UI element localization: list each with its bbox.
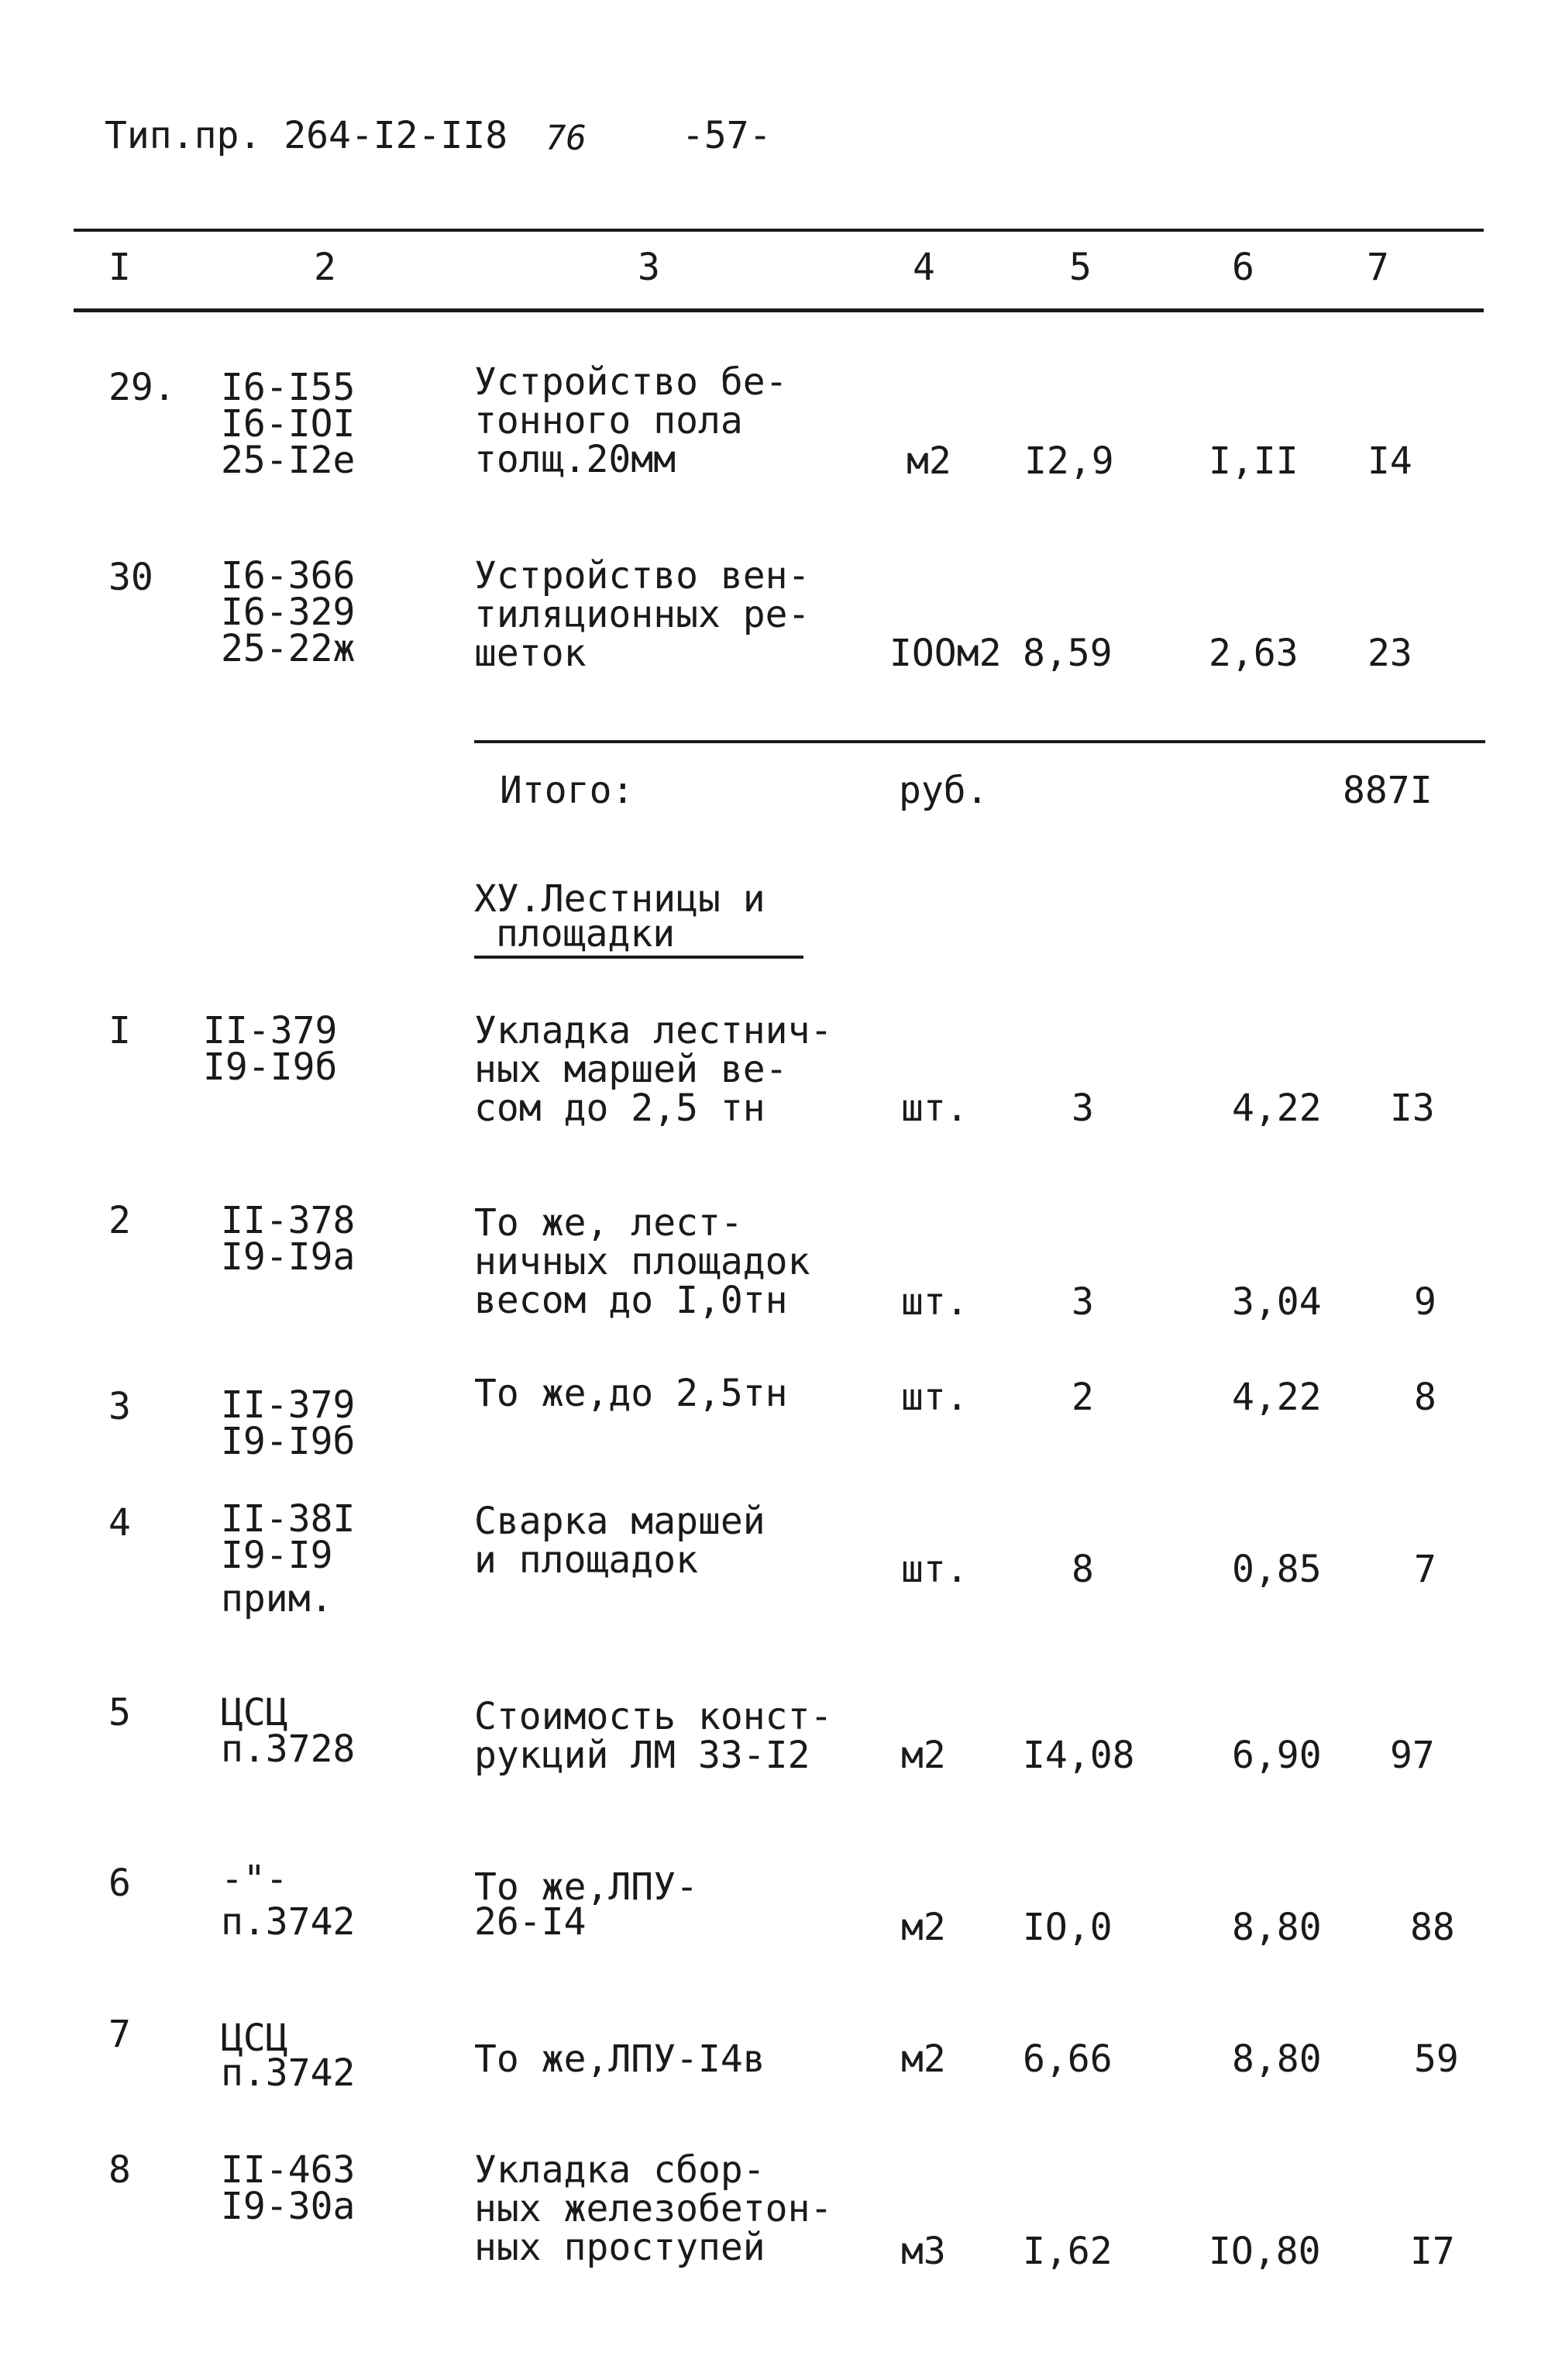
quantity: 8 [1072, 1548, 1094, 1591]
code-line: п.3742 [221, 1900, 356, 1944]
quantity: 6,66 [1023, 2037, 1113, 2081]
column-header-2: 2 [314, 246, 336, 289]
row-number: 2 [108, 1199, 131, 1242]
column-header-5: 5 [1069, 246, 1092, 289]
row-number: 3 [108, 1385, 131, 1428]
code-line: I6-IOI [221, 402, 356, 446]
total-cost: I3 [1390, 1087, 1435, 1130]
unit-price: 8,80 [1232, 2037, 1322, 2081]
code-line: I6-329 [221, 591, 356, 634]
unit-price: 4,22 [1232, 1087, 1322, 1130]
section-title-underline [474, 956, 803, 959]
work-name-line: То же, лест- [474, 1201, 743, 1245]
work-name-line: весом до I,0тн [474, 1279, 788, 1322]
column-header-1: I [108, 246, 131, 289]
row-number: 8 [108, 2148, 131, 2192]
code-line: ЦСЦ [221, 1691, 288, 1734]
work-name-line: Укладка лестнич- [474, 1009, 833, 1052]
work-name-line: тиляционных ре- [474, 593, 810, 636]
unit: м3 [901, 2230, 946, 2273]
work-name-line: 26-I4 [474, 1900, 587, 1944]
total-cost: I7 [1410, 2230, 1455, 2273]
quantity: I,62 [1023, 2230, 1113, 2273]
work-name-line: сом до 2,5 тн [474, 1087, 765, 1130]
code-line: 25-22ж [221, 627, 356, 670]
unit-price: 6,90 [1232, 1734, 1322, 1777]
work-name-line: То же,ЛПУ- [474, 1865, 698, 1909]
code-line: -"- [221, 1858, 288, 1901]
unit: шт. [901, 1376, 968, 1419]
row-number: 7 [108, 2013, 131, 2056]
code-line: II-378 [221, 1199, 356, 1242]
section-title-continued: площадки [496, 912, 676, 956]
work-name-line: ных маршей ве- [474, 1048, 788, 1091]
document-reference: Тип.пр. 264-I2-II8 [105, 114, 508, 157]
work-name-line: Стоимость конст- [474, 1695, 833, 1738]
work-name-line: Устройство бе- [474, 360, 788, 404]
code-line: I6-366 [221, 554, 356, 598]
unit: м2 [901, 2037, 946, 2081]
unit-price: IО,80 [1209, 2230, 1321, 2273]
unit-price: I,II [1209, 439, 1299, 483]
work-name-line: Устройство вен- [474, 554, 810, 598]
subtotal-label: Итого: [500, 769, 635, 812]
total-cost: 23 [1368, 632, 1412, 675]
column-header-3: 3 [638, 246, 660, 289]
table-top-rule [74, 229, 1484, 232]
code-line: I9-I9б [203, 1045, 338, 1089]
code-line: II-463 [221, 2148, 356, 2192]
unit: IООм2 [889, 632, 1002, 675]
subtotal-unit: руб. [899, 769, 989, 812]
work-name-line: тонного пола [474, 399, 743, 443]
total-cost: 88 [1410, 1906, 1455, 1949]
row-number: 30 [108, 556, 153, 599]
row-number: 29. [108, 366, 176, 409]
unit: шт. [901, 1280, 968, 1324]
work-name-line: То же,до 2,5тн [474, 1372, 788, 1415]
row-number: 4 [108, 1501, 131, 1545]
work-name-line: ных железобетон- [474, 2187, 833, 2230]
column-header-6: 6 [1232, 246, 1254, 289]
work-name-line: толщ.20мм [474, 438, 676, 481]
column-header-7: 7 [1367, 246, 1389, 289]
work-name-line: ных проступей [474, 2226, 765, 2269]
column-header-4: 4 [913, 246, 935, 289]
code-line: ЦСЦ [221, 2017, 288, 2060]
unit: шт. [901, 1548, 968, 1591]
quantity: 8,59 [1023, 632, 1113, 675]
quantity: 3 [1072, 1280, 1094, 1324]
work-name-line: шеток [474, 632, 587, 675]
code-line: 25-I2е [221, 439, 356, 482]
total-cost: 8 [1414, 1376, 1436, 1419]
row-number: 5 [108, 1691, 131, 1734]
unit: шт. [901, 1087, 968, 1130]
code-line: I9-I9а [221, 1235, 356, 1279]
unit-price: 3,04 [1232, 1280, 1322, 1324]
code-line: I6-I55 [221, 366, 356, 409]
code-line: II-379 [203, 1009, 338, 1052]
subtotal-rule [474, 740, 1485, 743]
work-name-line: рукций ЛМ 33-I2 [474, 1734, 810, 1777]
code-line: п.3728 [221, 1727, 356, 1771]
unit-price: 4,22 [1232, 1376, 1322, 1419]
unit: м2 [907, 439, 951, 483]
unit-price: 2,63 [1209, 632, 1299, 675]
code-line: прим. [221, 1577, 333, 1621]
total-cost: 97 [1390, 1734, 1435, 1777]
total-cost: 59 [1414, 2037, 1459, 2081]
work-name-line: То же,ЛПУ-I4в [474, 2037, 765, 2081]
unit: м2 [901, 1906, 946, 1949]
quantity: I4,08 [1023, 1734, 1135, 1777]
work-name-line: Укладка сбор- [474, 2148, 765, 2192]
quantity: IО,0 [1023, 1906, 1113, 1949]
quantity: 3 [1072, 1087, 1094, 1130]
code-line: II-38I [221, 1497, 356, 1541]
unit: м2 [901, 1734, 946, 1777]
unit-price: 8,80 [1232, 1906, 1322, 1949]
total-cost: 9 [1414, 1280, 1436, 1324]
work-name-line: Сварка маршей [474, 1500, 765, 1543]
row-number: 6 [108, 1862, 131, 1905]
quantity: I2,9 [1024, 439, 1114, 483]
handwritten-sheet-number: 76 [545, 119, 587, 158]
section-title: ХУ.Лестницы и [474, 877, 765, 921]
table-header-rule [74, 308, 1484, 312]
work-name-line: и площадок [474, 1538, 698, 1582]
subtotal-total: 887I [1343, 769, 1433, 812]
row-number: I [108, 1009, 131, 1052]
code-line: I9-I9б [221, 1420, 356, 1463]
code-line: п.3742 [221, 2051, 356, 2095]
page-number: -57- [682, 114, 772, 157]
code-line: II-379 [221, 1383, 356, 1427]
quantity: 2 [1072, 1376, 1094, 1419]
code-line: I9-I9 [221, 1534, 333, 1577]
total-cost: I4 [1368, 439, 1412, 483]
work-name-line: ничных площадок [474, 1240, 810, 1283]
total-cost: 7 [1414, 1548, 1436, 1591]
code-line: I9-30а [221, 2185, 356, 2228]
unit-price: 0,85 [1232, 1548, 1322, 1591]
